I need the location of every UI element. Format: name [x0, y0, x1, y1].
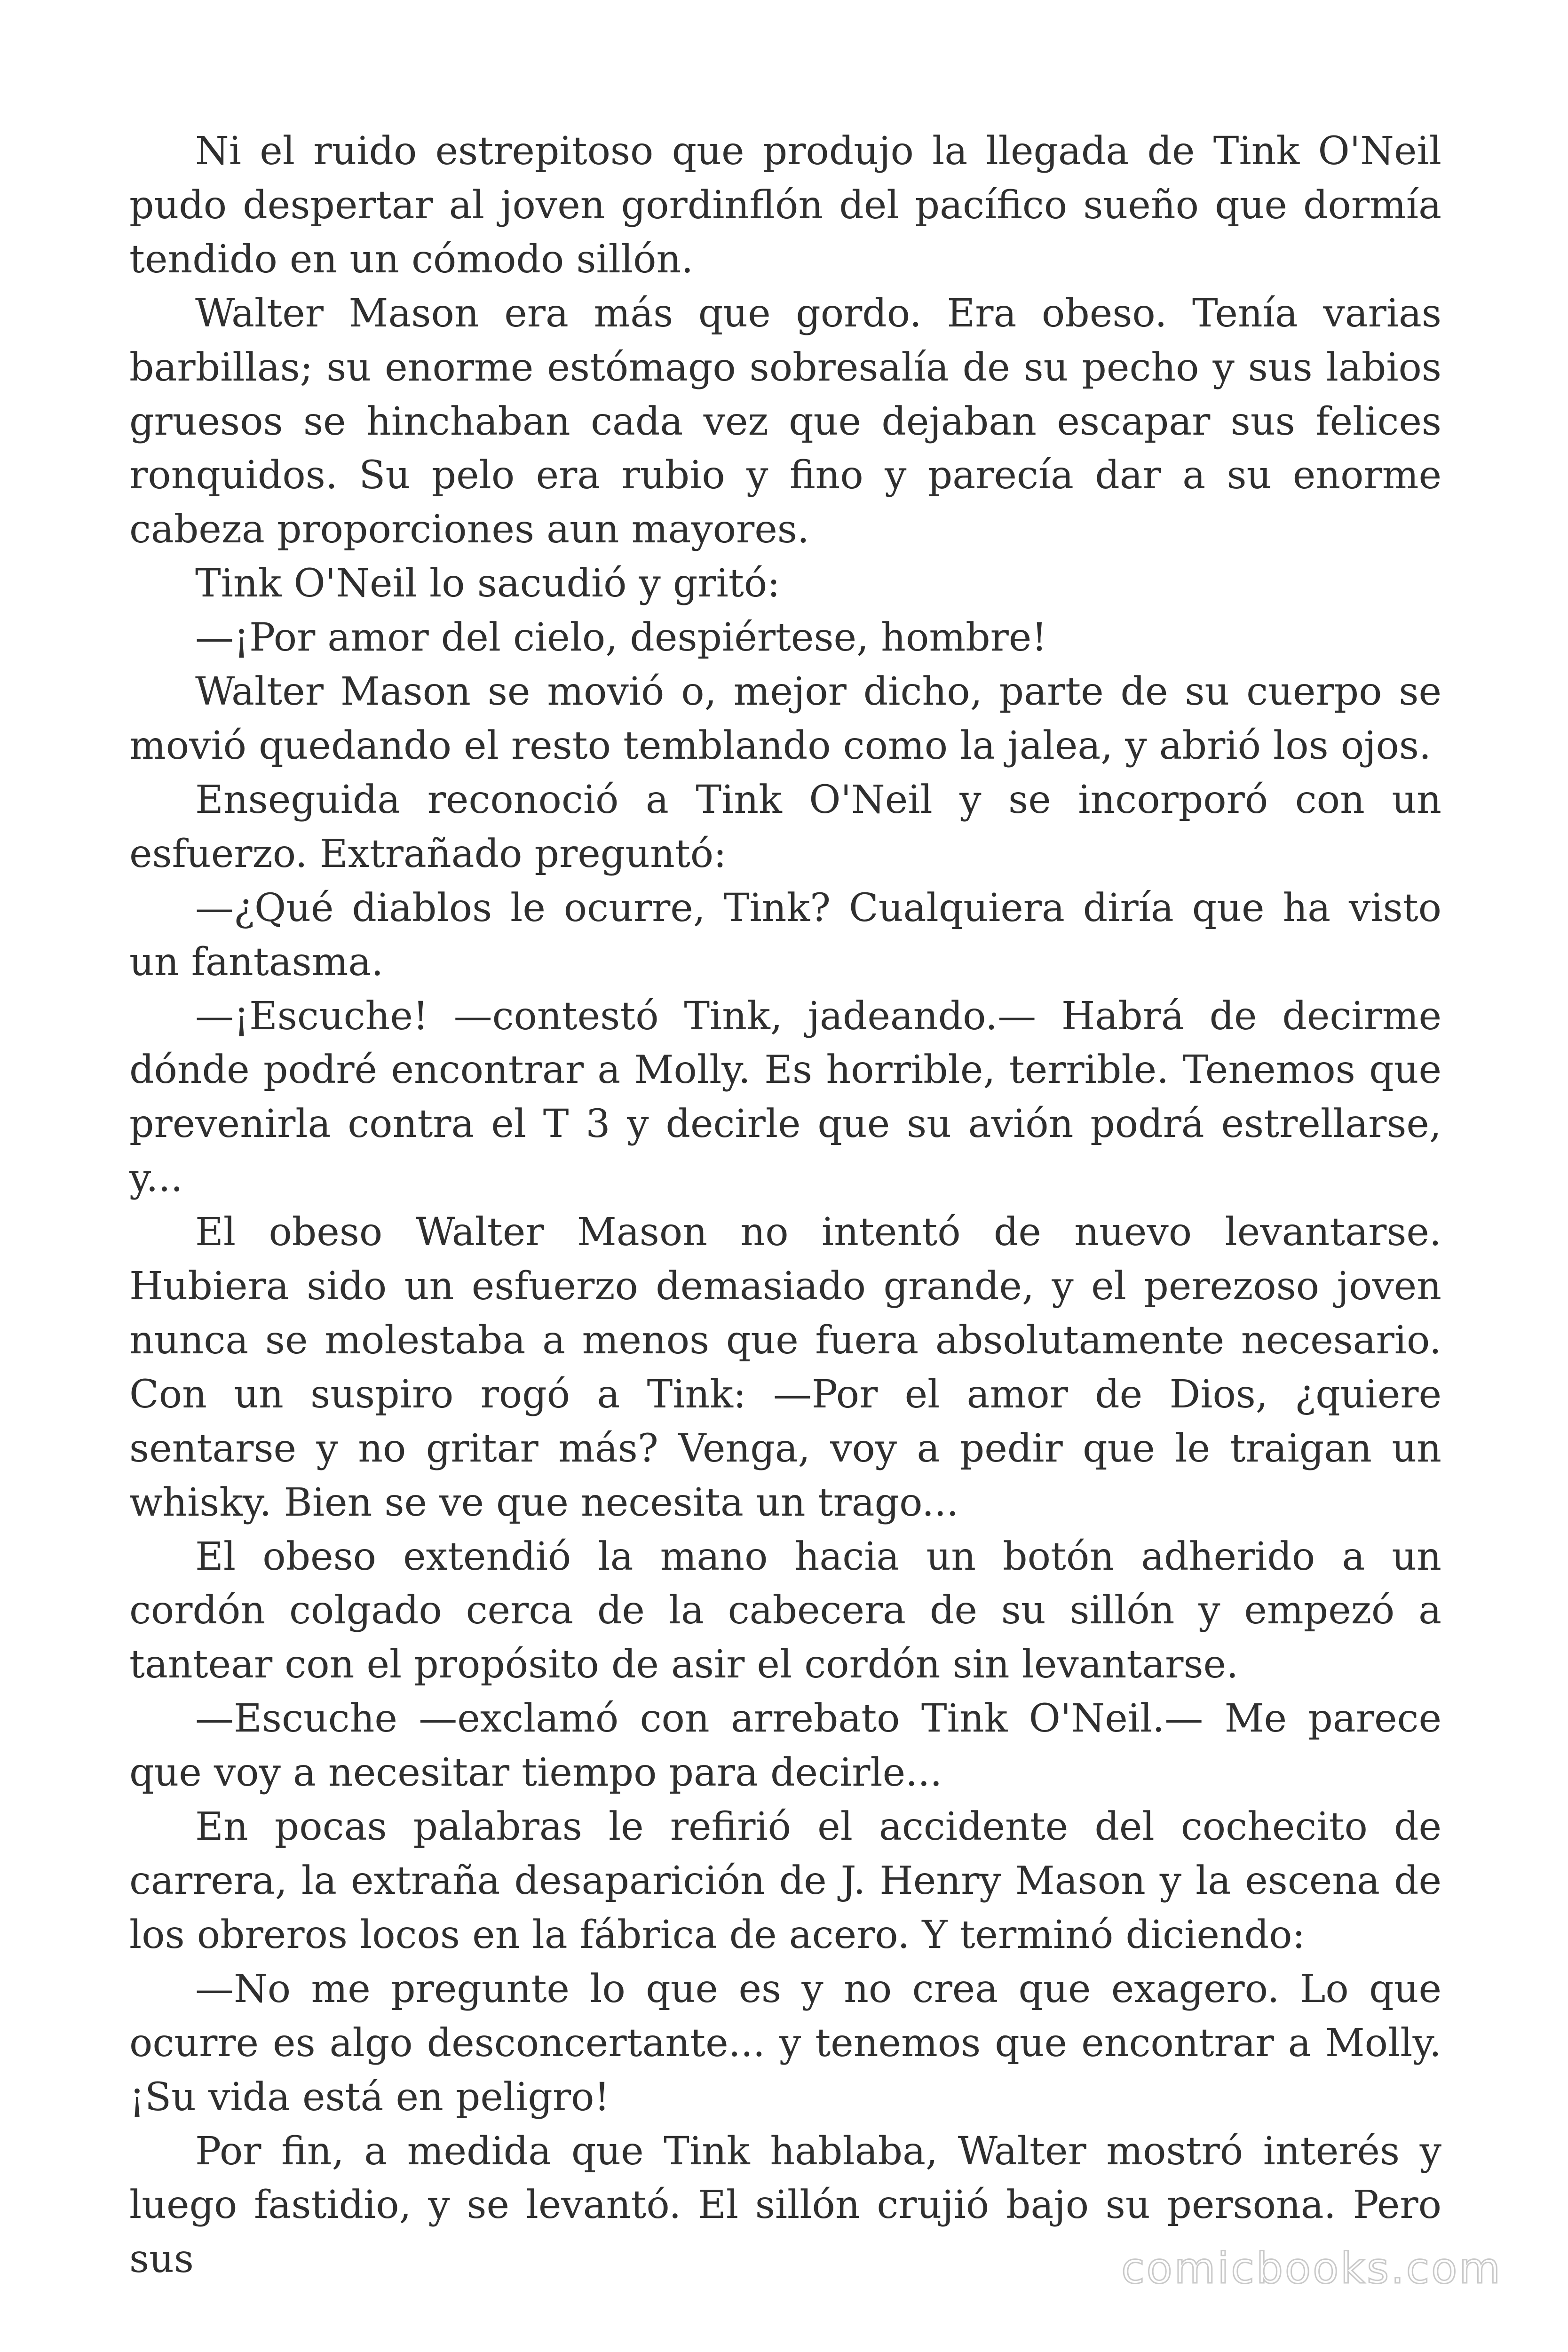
paragraph: El obeso Walter Mason no intentó de nuevo levantarse. Hubiera sido un esfuerzo demasiado grande, y el perezoso joven nunca se molestaba a menos que fuera absolutamente necesario. Con un suspiro rogó a Tink: —Por el amor de Dios, ¿quiere sentarse y no gritar más? Venga, voy a pedir que le traigan un whisky. Bien se ve que necesita un trago...: [129, 1210, 1441, 1525]
paragraph: —¡Por amor del cielo, despiértese, hombre!: [195, 615, 1047, 660]
paragraph: El obeso extendió la mano hacia un botón adherido a un cordón colgado cerca de la cabecera de su sillón y empezó a tantear con el propósito de asir el cordón sin levantarse.: [129, 1534, 1441, 1687]
paragraph: —Escuche —exclamó con arrebato Tink O'Neil.— Me parece que voy a necesitar tiempo para decirle...: [129, 1696, 1441, 1796]
paragraph: Ni el ruido estrepitoso que produjo la llegada de Tink O'Neil pudo despertar al joven gordinflón del pacífico sueño que dormía tendido en un cómodo sillón.: [129, 129, 1441, 282]
paragraph: Tink O'Neil lo sacudió y gritó:: [195, 561, 780, 606]
paragraph: Walter Mason era más que gordo. Era obeso. Tenía varias barbillas; su enorme estómago sobresalía de su pecho y sus labios gruesos se hinchaban cada vez que dejaban escapar sus felices ronquidos. Su pelo era rubio y fino y parecía dar a su enorme cabeza proporciones aun mayores.: [129, 291, 1441, 552]
paragraph: —¡Escuche! —contestó Tink, jadeando.— Habrá de decirme dónde podré encontrar a Molly. Es horrible, terrible. Tenemos que prevenirla contra el T 3 y decirle que su avión podrá estrellarse, y...: [129, 993, 1441, 1201]
paragraph: Enseguida reconoció a Tink O'Neil y se incorporó con un esfuerzo. Extrañado preguntó:: [129, 777, 1441, 876]
watermark: comicbooks.com: [1121, 2244, 1502, 2293]
paragraph: —¿Qué diablos le ocurre, Tink? Cualquiera diría que ha visto un fantasma.: [129, 885, 1441, 985]
page-body: [129, 125, 1441, 2287]
paragraph: —No me pregunte lo que es y no crea que exagero. Lo que ocurre es algo desconcertante... y tenemos que encontrar a Molly. ¡Su vida está en peligro!: [129, 1966, 1441, 2120]
paragraph: En pocas palabras le refirió el accidente del cochecito de carrera, la extraña desaparición de J. Henry Mason y la escena de los obreros locos en la fábrica de acero. Y terminó diciendo:: [129, 1804, 1441, 1957]
paragraph: Por fin, a medida que Tink hablaba, Walter mostró interés y luego fastidio, y se levantó. El sillón crujió bajo su persona. Pero sus: [129, 2129, 1441, 2282]
paragraph: Walter Mason se movió o, mejor dicho, parte de su cuerpo se movió quedando el resto temblando como la jalea, y abrió los ojos.: [129, 669, 1441, 768]
